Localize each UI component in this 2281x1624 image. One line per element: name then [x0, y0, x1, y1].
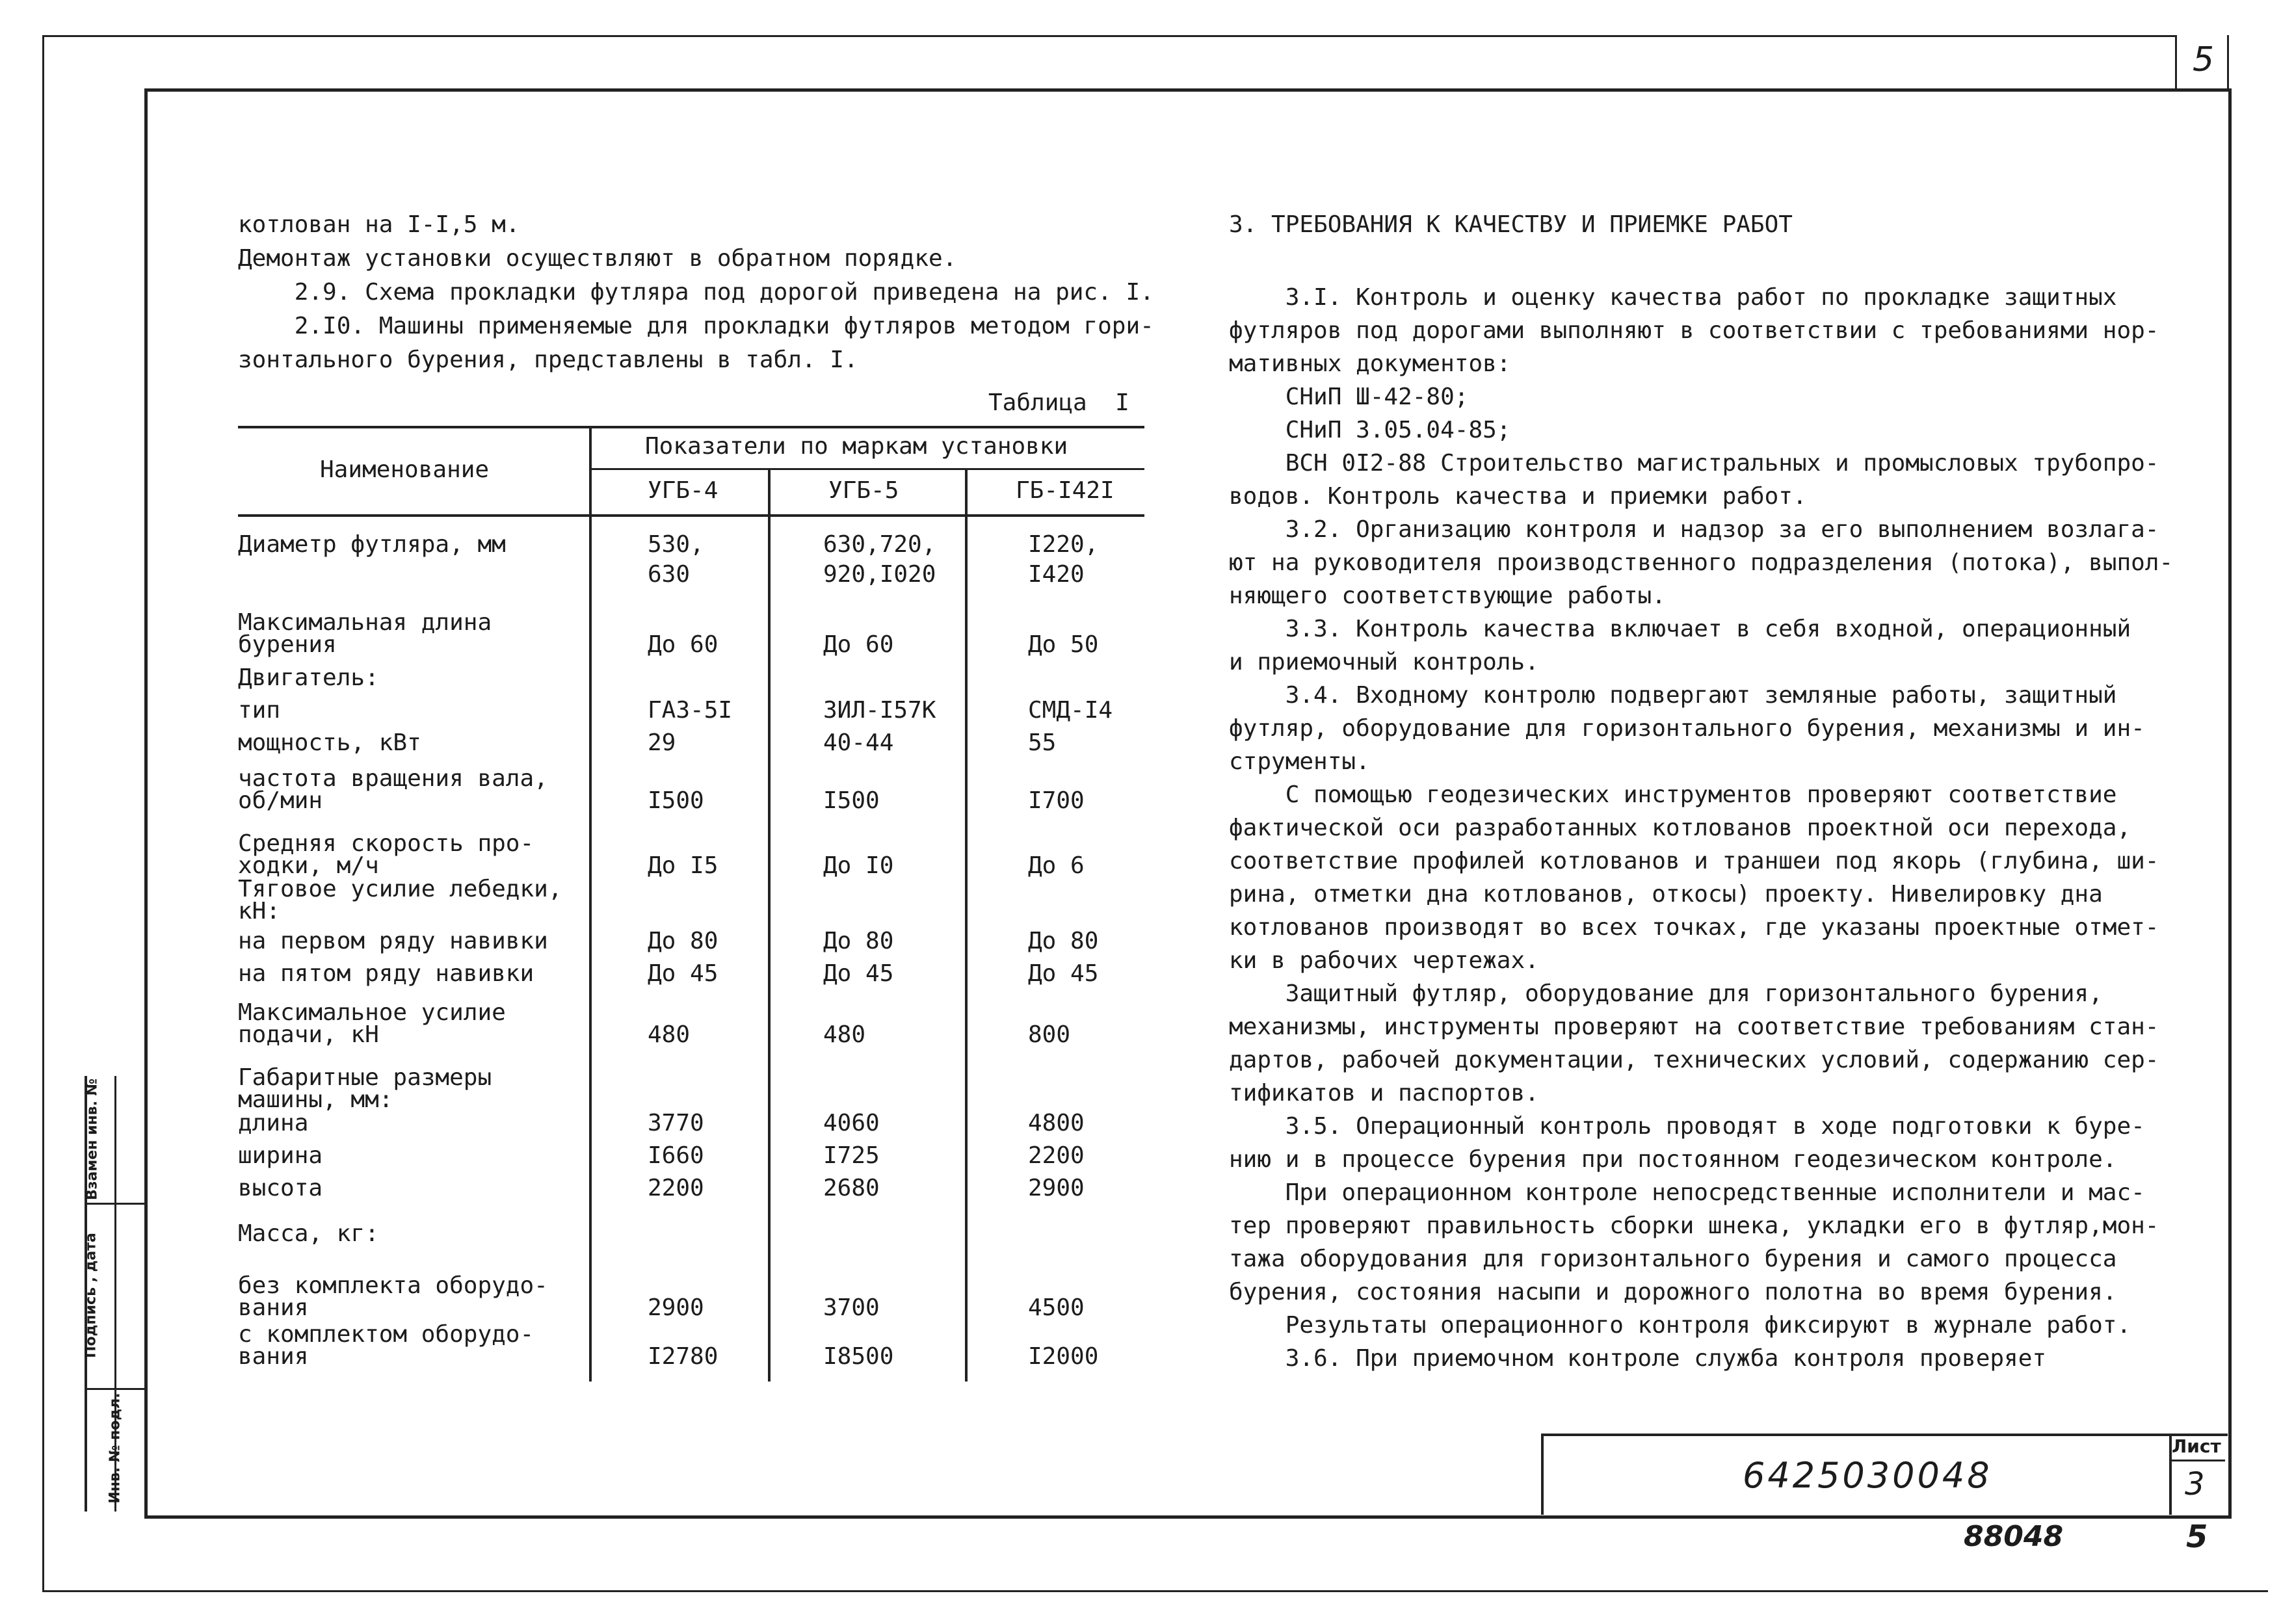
text-line: котлован на I-I,5 м. — [238, 211, 520, 238]
column-header: УГБ-4 — [648, 477, 719, 504]
text-line: Демонтаж установки осуществляют в обратном порядке. — [238, 245, 957, 272]
row-label: на пятом ряду навивки — [238, 960, 534, 987]
row-label: ширина — [238, 1142, 323, 1169]
text-line: футляров под дорогами выполняют в соответствии с требованиями нор- — [1229, 317, 2159, 344]
table-top-rule — [238, 426, 1144, 428]
section-heading: 3. ТРЕБОВАНИЯ К КАЧЕСТВУ И ПРИЕМКЕ РАБОТ — [1229, 211, 1793, 238]
table-cell: 2900 — [648, 1294, 704, 1321]
text-line: механизмы, инструменты проверяют на соответствие требованиям стан- — [1229, 1014, 2159, 1040]
table-cell: 480 — [823, 1021, 866, 1048]
column-header: УГБ-5 — [828, 477, 899, 504]
row-label: Масса, кг: — [238, 1220, 379, 1247]
table-cell: 480 — [648, 1021, 691, 1048]
row-label: высота — [238, 1175, 323, 1201]
text-line: футляр, оборудование для горизонтального бурения, механизмы и ин- — [1229, 715, 2145, 742]
header-group: Показатели по маркам установки — [645, 433, 1068, 460]
corner-page-number: 5 — [2193, 40, 2215, 79]
row-label: ходки, м/ч — [238, 852, 379, 879]
text-line: тер проверяют правильность сборки шнека, укладки его в футляр,мон- — [1229, 1212, 2159, 1239]
row-label: бурения — [238, 631, 337, 658]
row-label: без комплекта оборудо- — [238, 1272, 548, 1299]
text-line: Защитный футляр, оборудование для горизонтального бурения, — [1229, 980, 2103, 1007]
side-label-inv: Инв. № подл. — [107, 1393, 124, 1504]
table-cell: До I0 — [823, 852, 894, 879]
table-cell: I420 — [1028, 561, 1085, 588]
table-cell: СМД-I4 — [1028, 697, 1113, 724]
table-cell: I700 — [1028, 787, 1085, 814]
text-line: зонтального бурения, представлены в табл. I. — [238, 347, 858, 373]
table-cell: 630 — [648, 561, 691, 588]
text-line: тификатов и паспортов. — [1229, 1080, 1539, 1107]
text-line: 3.4. Входному контролю подвергают земляные работы, защитный — [1229, 682, 2117, 709]
top-edge-line — [42, 35, 2175, 37]
row-label: на первом ряду навивки — [238, 928, 548, 954]
table-cell: До 60 — [648, 631, 719, 658]
table-cell: До 60 — [823, 631, 894, 658]
text-line: С помощью геодезических инструментов проверяют соответствие — [1229, 781, 2117, 808]
table-cell: 2900 — [1028, 1175, 1085, 1201]
table-cell: I500 — [823, 787, 880, 814]
text-line: При операционном контроле непосредственные исполнители и мас- — [1229, 1179, 2145, 1206]
text-line: 3.6. При приемочном контроле служба контроля проверяет — [1229, 1345, 2047, 1372]
table-header-rule — [238, 514, 1144, 517]
table-cell: 530, — [648, 531, 704, 558]
text-line: бурения, состояния насыпи и дорожного полотна во время бурения. — [1229, 1279, 2117, 1305]
row-label: об/мин — [238, 787, 323, 814]
table-col-rule-2 — [768, 468, 771, 1382]
row-label: Двигатель: — [238, 664, 379, 691]
table-cell: I725 — [823, 1142, 880, 1169]
table-cell: До 80 — [648, 928, 719, 954]
table-cell: До 80 — [823, 928, 894, 954]
text-line: ВСН 0I2-88 Строительство магистральных и промысловых трубопро- — [1229, 450, 2159, 477]
row-label: Средняя скорость про- — [238, 830, 534, 857]
text-line: 3.I. Контроль и оценку качества работ по прокладке защитных — [1229, 284, 2117, 311]
table-cell: 55 — [1028, 729, 1057, 756]
table-cell: 29 — [648, 729, 676, 756]
row-label: длина — [238, 1110, 309, 1136]
row-label: частота вращения вала, — [238, 765, 548, 792]
table-cell: ЗИЛ-I57К — [823, 697, 936, 724]
row-label: с комплектом оборудо- — [238, 1321, 534, 1348]
row-label: кН: — [238, 898, 281, 924]
table-cell: До I5 — [648, 852, 719, 879]
header-name: Наименование — [320, 456, 490, 483]
archive-number: 88048 — [1964, 1520, 2064, 1553]
table-cell: I220, — [1028, 531, 1099, 558]
table-group-rule — [589, 468, 1144, 470]
text-line: нию и в процессе бурения при постоянном геодезическом контроле. — [1229, 1146, 2117, 1173]
sheet-box-divider — [2169, 1460, 2225, 1461]
row-label: Максимальная длина — [238, 609, 492, 636]
table-cell: 40-44 — [823, 729, 894, 756]
text-line: водов. Контроль качества и приемки работ. — [1229, 483, 1807, 510]
text-line: рина, отметки дна котлованов, откосы) проекту. Нивелировку дна — [1229, 881, 2103, 908]
table-cell: До 80 — [1028, 928, 1099, 954]
table-cell: ГАЗ-5I — [648, 697, 733, 724]
row-label: Диаметр футляра, мм — [238, 531, 506, 558]
row-label: машины, мм: — [238, 1086, 393, 1113]
text-line: 3.2. Организацию контроля и надзор за его выполнением возлага- — [1229, 516, 2159, 543]
table-cell: 3770 — [648, 1110, 704, 1136]
table-cell: До 45 — [648, 960, 719, 987]
text-line: мативных документов: — [1229, 350, 1511, 377]
table-cell: I660 — [648, 1142, 704, 1169]
side-label-replace: Взамен инв. № — [84, 1078, 101, 1201]
table-cell: 4060 — [823, 1110, 880, 1136]
row-label: вания — [238, 1294, 309, 1321]
row-label: Максимальное усилие — [238, 999, 506, 1026]
text-line: струменты. — [1229, 748, 1370, 775]
row-label: мощность, кВт — [238, 729, 421, 756]
table-cell: До 50 — [1028, 631, 1099, 658]
row-label: Габаритные размеры — [238, 1064, 492, 1091]
table-cell: До 45 — [823, 960, 894, 987]
text-line: 3.5. Операционный контроль проводят в ходе подготовки к буре- — [1229, 1113, 2145, 1140]
row-label: тип — [238, 697, 281, 724]
table-cell: До 45 — [1028, 960, 1099, 987]
table-caption: Таблица I — [988, 389, 1129, 416]
stamp-code: 6425030048 — [1743, 1455, 1992, 1496]
row-label: Тяговое усилие лебедки, — [238, 876, 562, 902]
text-line: соответствие профилей котлованов и траншеи под якорь (глубина, ши- — [1229, 848, 2159, 874]
table-cell: 800 — [1028, 1021, 1071, 1048]
table-cell: 920,I020 — [823, 561, 936, 588]
table-cell: До 6 — [1028, 852, 1085, 879]
table-cell: 4800 — [1028, 1110, 1085, 1136]
table-cell: I8500 — [823, 1343, 894, 1370]
text-line: тажа оборудования для горизонтального бурения и самого процесса — [1229, 1246, 2117, 1272]
text-line: СНиП 3.05.04-85; — [1229, 417, 1511, 443]
table-cell: 2200 — [648, 1175, 704, 1201]
table-cell: I500 — [648, 787, 704, 814]
table-cell: 2680 — [823, 1175, 880, 1201]
text-line: котлованов производят во всех точках, где указаны проектные отмет- — [1229, 914, 2159, 941]
table-cell: I2780 — [648, 1343, 719, 1370]
text-line: 2.I0. Машины применяемые для прокладки футляров методом гори- — [238, 313, 1154, 339]
sheet-number: 3 — [2185, 1466, 2205, 1502]
table-cell: 4500 — [1028, 1294, 1085, 1321]
text-line: 2.9. Схема прокладки футляра под дорогой приведена на рис. I. — [238, 279, 1154, 306]
column-header: ГБ-I42I — [1016, 477, 1114, 504]
text-line: ют на руководителя производственного подразделения (потока), выпол- — [1229, 549, 2174, 576]
text-line: ки в рабочих чертежах. — [1229, 947, 1539, 974]
text-line: 3.3. Контроль качества включает в себя входной, операционный — [1229, 616, 2131, 642]
text-line: Результаты операционного контроля фиксируют в журнале работ. — [1229, 1312, 2131, 1339]
table-cell: 3700 — [823, 1294, 880, 1321]
bottom-page-number: 5 — [2186, 1519, 2208, 1555]
text-line: няющего соответствующие работы. — [1229, 583, 1666, 609]
table-cell: I2000 — [1028, 1343, 1099, 1370]
row-label: вания — [238, 1343, 309, 1370]
text-line: СНиП Ш-42-80; — [1229, 384, 1469, 410]
text-line: дартов, рабочей документации, технических условий, содержанию сер- — [1229, 1047, 2159, 1073]
text-line: и приемочный контроль. — [1229, 649, 1539, 675]
table-col-rule-1 — [589, 426, 592, 1382]
table-cell: 2200 — [1028, 1142, 1085, 1169]
side-label-signature: Подпись , дата — [83, 1233, 99, 1358]
sheet-label: Лист — [2172, 1435, 2221, 1457]
table-col-rule-3 — [965, 468, 968, 1382]
text-line: фактической оси разработанных котлованов проектной оси перехода, — [1229, 815, 2131, 841]
data-table — [238, 426, 1144, 1382]
row-label: подачи, кН — [238, 1021, 379, 1048]
table-cell: 630,720, — [823, 531, 936, 558]
